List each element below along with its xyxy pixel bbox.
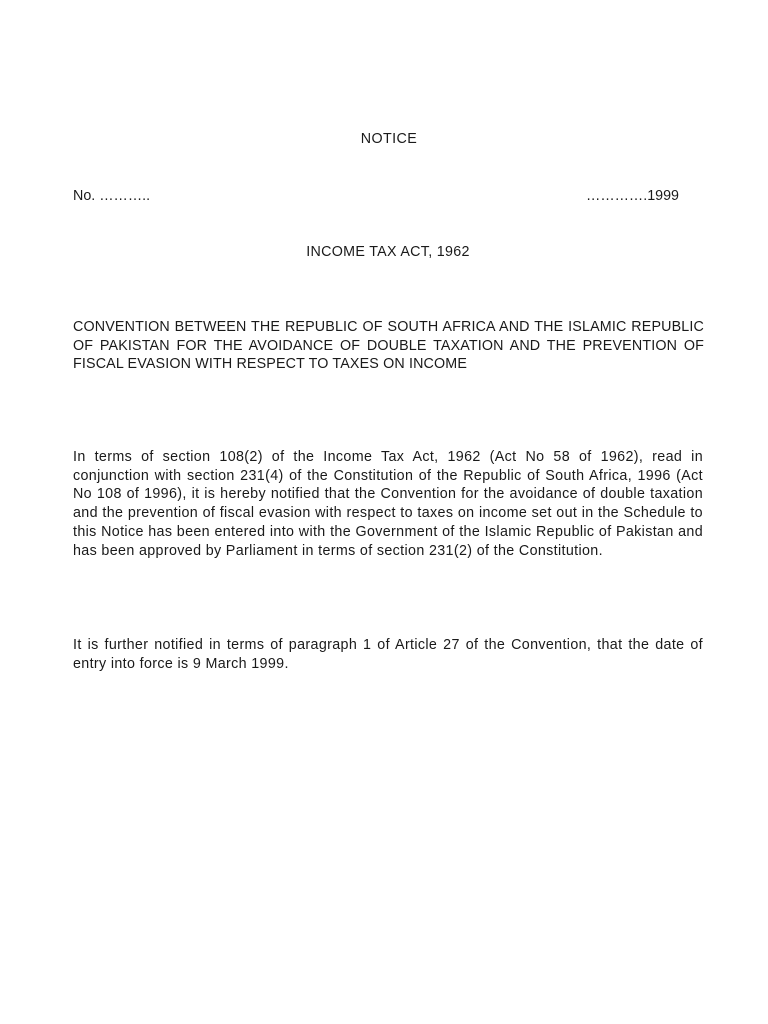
notice-heading: NOTICE	[360, 131, 418, 147]
reference-number: No. ………..	[73, 188, 151, 204]
body-paragraph-2: It is further notified in terms of paragraph 1 of Article 27 of the Convention, that the date of entry into force is 9 March 1999.	[73, 637, 703, 672]
body-paragraph-1: In terms of section 108(2) of the Income Tax Act, 1962 (Act No 58 of 1962), read in conjunction with section 231(4) of the Constitution of the Republic of South Africa, 1996 (Act No 108 of 1996), it is hereby notified that the Convention for the avoidance of double taxation and the prevention of fiscal evasion with respect to taxes on income set out in the Schedule to this Notice has been entered into with the Government of the Islamic Republic of Pakistan and has been approved by Parliament in terms of section 231(2) of the Constitution.	[73, 449, 703, 559]
convention-title: CONVENTION BETWEEN THE REPUBLIC OF SOUTH AFRICA AND THE ISLAMIC REPUBLIC OF PAKISTAN FOR THE AVOIDANCE OF DOUBLE TAXATION AND THE PREVENTION OF FISCAL EVASION WITH RESPECT TO TAXES ON INCOME	[73, 319, 704, 372]
act-title: INCOME TAX ACT, 1962	[306, 244, 470, 260]
notice-date: ………….1999	[586, 188, 679, 204]
reference-row	[73, 188, 679, 204]
